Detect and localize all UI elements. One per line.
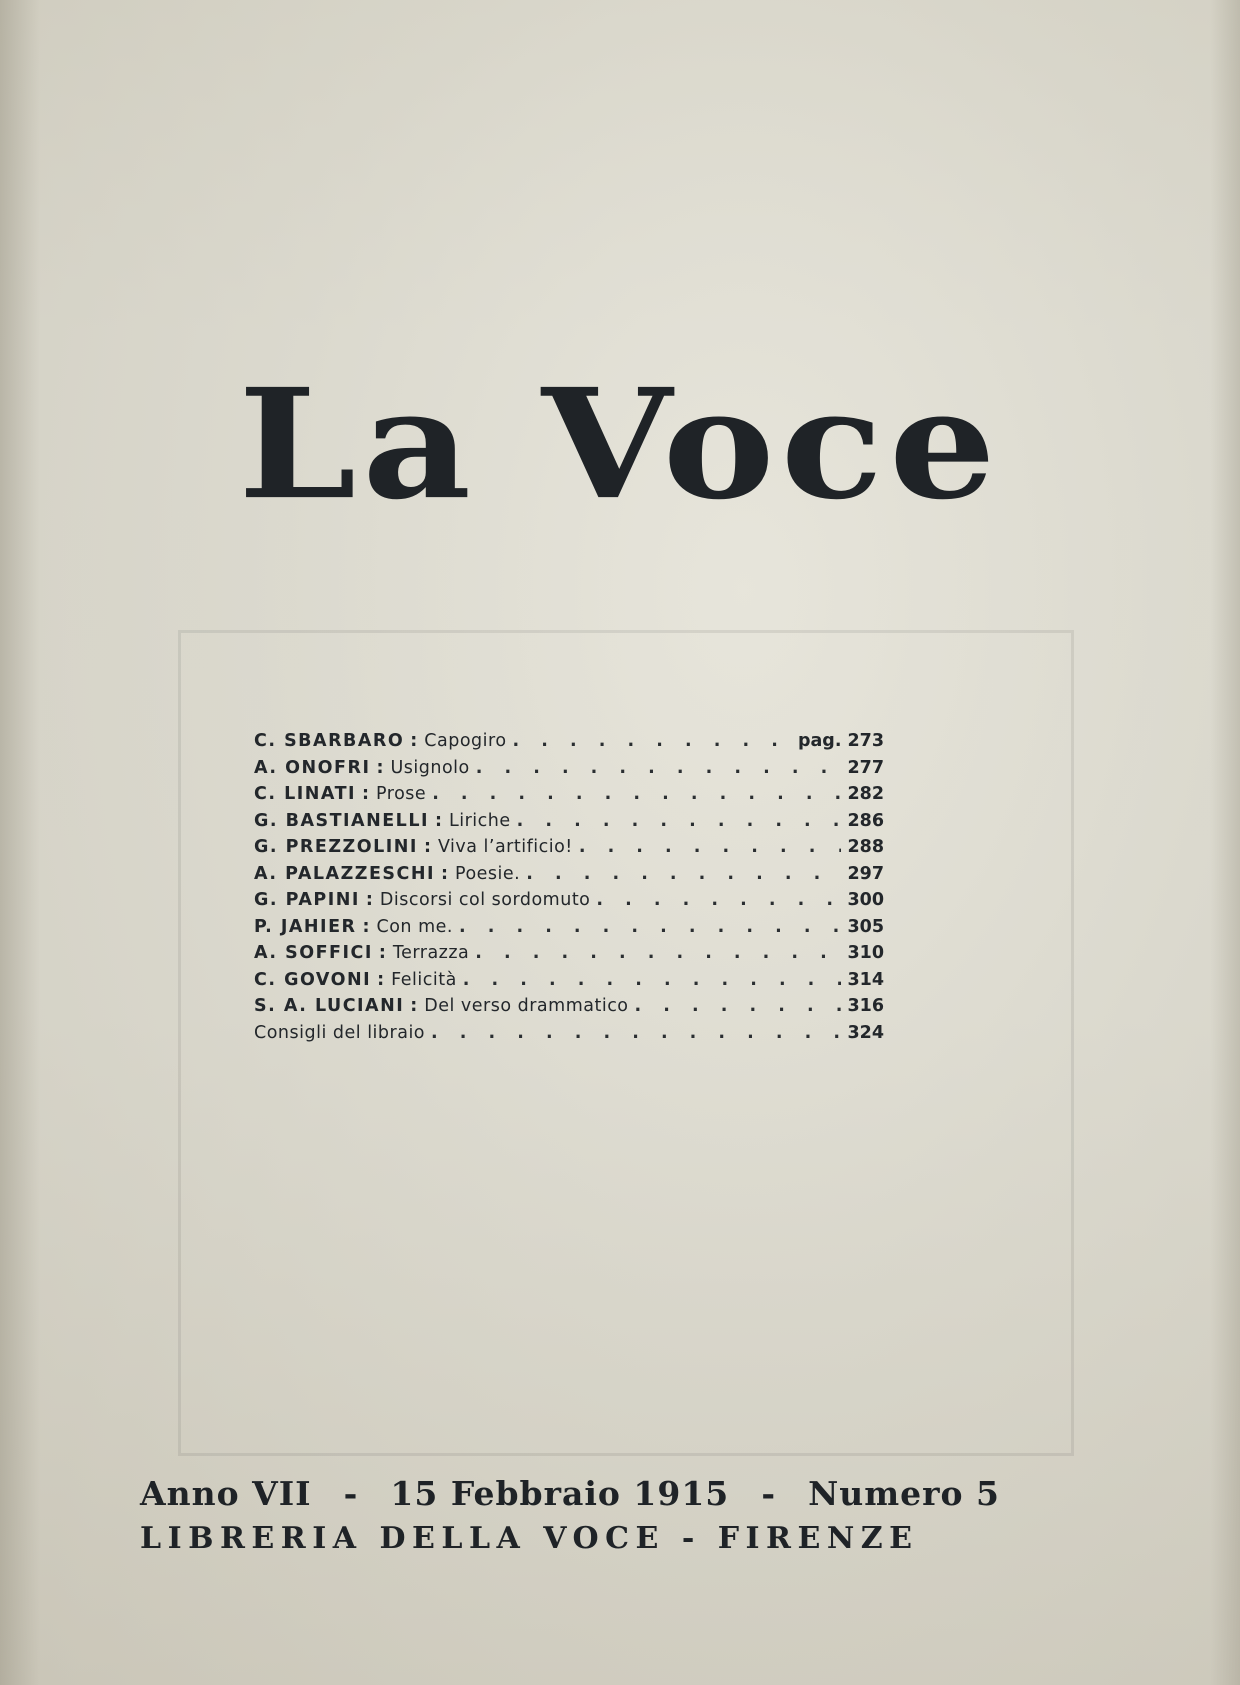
- toc-entry: [254, 940, 884, 967]
- toc-colon: :: [378, 943, 386, 963]
- toc-page-number: 314: [847, 969, 884, 990]
- separator: -: [343, 1474, 359, 1513]
- toc-leader-dots: [432, 781, 841, 808]
- toc-title: Poesie.: [455, 863, 521, 884]
- toc-page-number: 282: [847, 784, 884, 804]
- masthead-title: La Voce: [238, 354, 1002, 534]
- toc-colon: :: [376, 757, 384, 778]
- toc-author: S. A. LUCIANI: [254, 996, 405, 1016]
- toc-title: Prose: [376, 784, 427, 804]
- toc-page-number: 300: [847, 890, 884, 910]
- separator: -: [761, 1474, 777, 1513]
- issue-year: Anno VII: [140, 1474, 312, 1513]
- toc-author: G. PAPINI: [254, 890, 360, 910]
- toc-entry: [254, 1020, 884, 1047]
- toc-colon: :: [435, 810, 442, 831]
- toc-title: Liriche: [449, 810, 511, 831]
- page-edge-shadow-right: [1210, 0, 1240, 1685]
- toc-title: Del verso drammatico: [424, 996, 629, 1016]
- toc-page-number: 288: [847, 837, 884, 857]
- toc-entry: [254, 914, 884, 941]
- toc-leader-dots: [517, 808, 842, 835]
- toc-author: G. PREZZOLINI: [254, 837, 418, 857]
- toc-author: A. ONOFRI: [254, 757, 371, 778]
- toc-colon: :: [362, 916, 370, 937]
- toc-page-number: 277: [847, 757, 884, 778]
- issue-number: Numero 5: [808, 1474, 1000, 1513]
- toc-page-prefix: pag.: [797, 731, 842, 751]
- toc-leader-dots: [596, 887, 841, 914]
- toc-leader-dots: [463, 967, 842, 994]
- toc-entry: [254, 887, 884, 914]
- toc-page-number: 324: [847, 1022, 884, 1043]
- toc-title: Usignolo: [390, 757, 470, 778]
- toc-entry: [254, 861, 884, 888]
- toc-author: A. PALAZZESCHI: [254, 863, 436, 884]
- toc-leader-dots: [526, 861, 841, 888]
- toc-author: P. JAHIER: [254, 916, 357, 937]
- toc-leader-dots: [513, 728, 792, 755]
- toc-entry: [254, 967, 884, 994]
- toc-page-number: 305: [847, 916, 884, 937]
- toc-author: C. LINATI: [254, 784, 357, 804]
- toc-colon: :: [377, 969, 385, 990]
- toc-title: Discorsi col sordomuto: [379, 890, 591, 910]
- toc-title: Terrazza: [392, 943, 470, 963]
- toc-leader-dots: [431, 1020, 841, 1047]
- toc-colon: :: [423, 837, 431, 857]
- toc-colon: :: [410, 996, 418, 1016]
- page-edge-shadow-left: [0, 0, 40, 1685]
- toc-page-number: 316: [847, 996, 884, 1016]
- toc-entry: [254, 755, 884, 782]
- toc-entry: [254, 993, 884, 1020]
- toc-entry: [254, 781, 884, 808]
- toc-colon: :: [410, 731, 418, 751]
- toc-page-number: 310: [847, 943, 884, 963]
- toc-entry: [254, 808, 884, 835]
- issue-date: 15 Febbraio 1915: [390, 1474, 730, 1513]
- toc-leader-dots: [475, 940, 841, 967]
- toc-colon: :: [362, 784, 370, 804]
- toc-title: Capogiro: [424, 731, 507, 751]
- toc-leader-dots: [476, 755, 842, 782]
- issue-info-line: [140, 1472, 1000, 1516]
- toc-title: Consigli del libraio: [254, 1022, 426, 1043]
- toc-page-number: 297: [847, 863, 884, 884]
- toc-page-number: 273: [847, 731, 884, 751]
- toc-author: C. GOVONI: [254, 969, 372, 990]
- toc-colon: :: [365, 890, 373, 910]
- toc-leader-dots: [459, 914, 842, 941]
- toc-author: C. SBARBARO: [254, 731, 405, 751]
- toc-leader-dots: [635, 993, 842, 1020]
- toc-author: A. SOFFICI: [254, 943, 373, 963]
- toc-leader-dots: [579, 834, 842, 861]
- toc-title: Felicità: [391, 969, 457, 990]
- toc-title: Con me.: [376, 916, 453, 937]
- publisher-line: LIBRERIA DELLA VOCE - FIRENZE: [140, 1521, 919, 1556]
- table-of-contents: [254, 728, 884, 1046]
- issue-footer: [140, 1472, 1000, 1560]
- toc-author: G. BASTIANELLI: [254, 810, 429, 831]
- toc-title: Viva l’artificio!: [437, 837, 573, 857]
- toc-page-number: 286: [847, 810, 884, 831]
- toc-colon: :: [441, 863, 449, 884]
- toc-entry: [254, 728, 884, 755]
- toc-entry: [254, 834, 884, 861]
